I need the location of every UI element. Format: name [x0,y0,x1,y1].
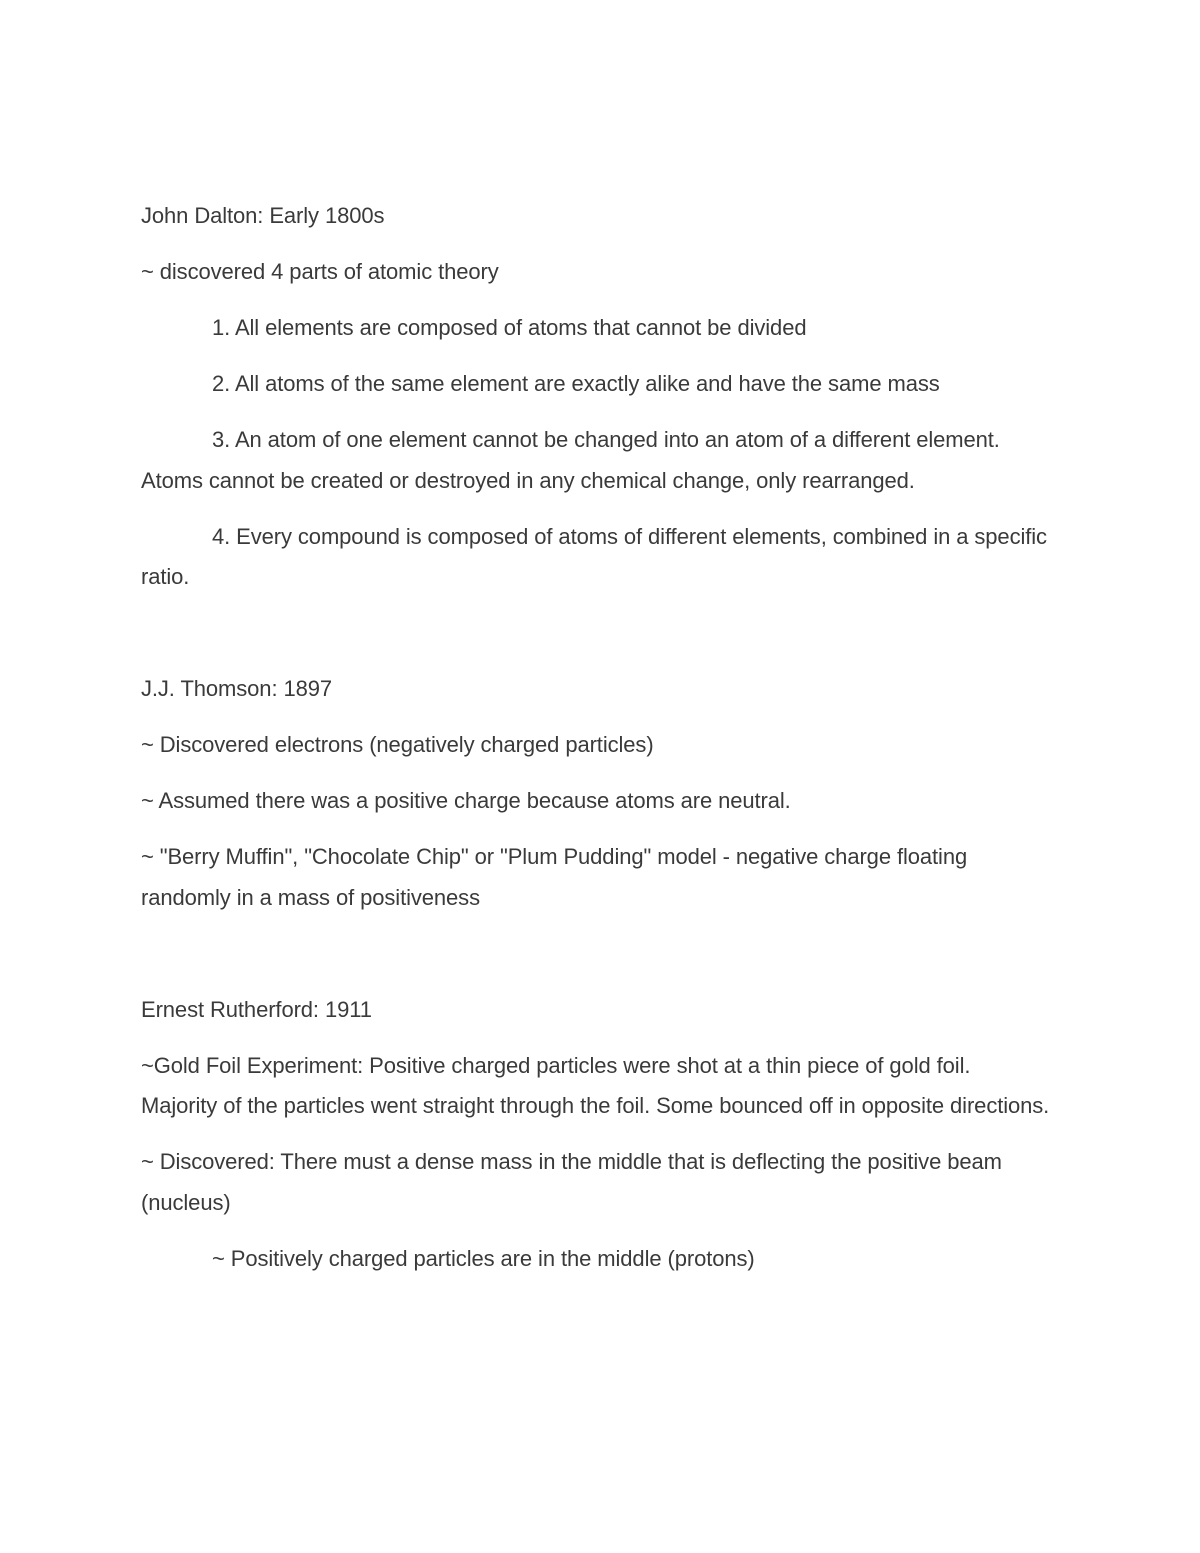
rutherford-line-2: ~ Discovered: There must a dense mass in the middle that is deflecting the positive beam (nucleus) [141,1149,1002,1215]
section-spacer [141,613,1051,669]
section-heading-dalton: John Dalton: Early 1800s [141,203,385,228]
thomson-line-2: ~ Assumed there was a positive charge because atoms are neutral. [141,788,791,813]
section-spacer [141,934,1051,990]
dalton-item-1: 1. All elements are composed of atoms that cannot be divided [212,315,807,340]
dalton-item-3: 3. An atom of one element cannot be changed into an atom of a different element. Atoms cannot be created or destroyed in any chemical change, only rearranged. [141,427,1000,493]
section-heading-thomson: J.J. Thomson: 1897 [141,676,333,701]
document-page [141,196,1051,1295]
dalton-item-2: 2. All atoms of the same element are exactly alike and have the same mass [212,371,940,396]
section-heading-rutherford: Ernest Rutherford: 1911 [141,996,372,1022]
rutherford-indented-line: ~ Positively charged particles are in the middle (protons) [212,1245,755,1271]
thomson-line-1: ~ Discovered electrons (negatively charged particles) [141,732,654,757]
section-thomson [141,669,1051,918]
rutherford-line-1: ~Gold Foil Experiment: Positive charged particles were shot at a thin piece of gold foil. Majority of the particles went straight through the foil. Some bounced off in opposite directions. [141,1052,1050,1118]
section-rutherford [141,990,1051,1280]
dalton-summary-line: ~ discovered 4 parts of atomic theory [141,259,499,284]
dalton-item-4: 4. Every compound is composed of atoms of different elements, combined in a specific ratio. [141,523,1047,589]
section-dalton [141,196,1051,598]
thomson-line-3: ~ "Berry Muffin", "Chocolate Chip" or "Plum Pudding" model - negative charge floating randomly in a mass of positiveness [141,844,968,910]
